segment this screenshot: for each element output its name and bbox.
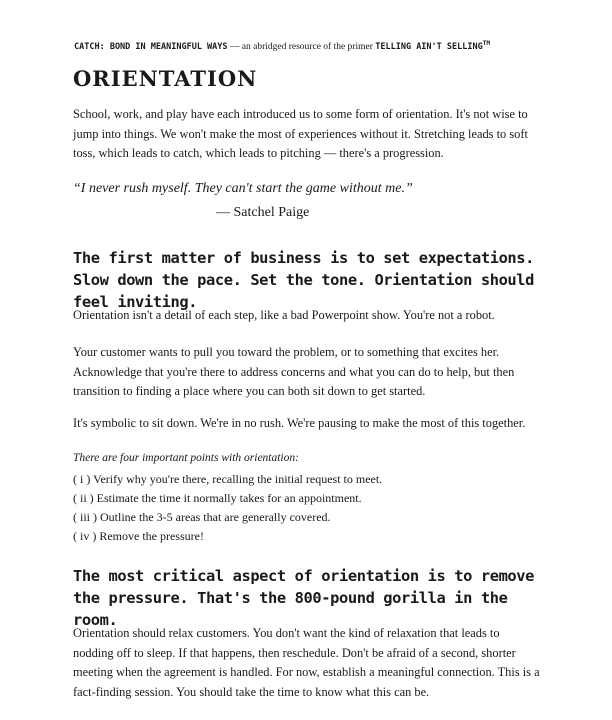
paragraph-not-robot: Orientation isn't a detail of each step, like a bad Powerpoint show. You're not a robot. — [73, 308, 495, 322]
header-primer-title: TELLING AIN'T SELLING — [375, 42, 483, 53]
paragraph-sit-down: It's symbolic to sit down. We're in no rush. We're pausing to make the most of this together. — [73, 416, 526, 430]
list-item: ( i ) Verify why you're there, recalling the initial request to meet. — [73, 472, 383, 486]
running-header — [74, 40, 490, 52]
intro-paragraph: School, work, and play have each introduced us to some form of orientation. It's not wise to jump into things. We won't make the most of experiences without it. Stretching leads to soft toss, which leads to catch, which leads to pitching — there's a progression. — [73, 107, 528, 161]
subheading-pressure: The most critical aspect of orientation is to remove the pressure. That's the 800-pound gorilla in the room. — [73, 567, 535, 629]
list-item: ( iii ) Outline the 3-5 areas that are generally covered. — [73, 510, 331, 524]
paragraph-customer: Your customer wants to pull you toward the problem, or to something that excites her. Acknowledge that you're there to address concerns and what you can do to help, but then transition to finding a place where you can both sit down to get started. — [73, 345, 515, 399]
quote-attribution: — Satchel Paige — [216, 205, 310, 220]
subheading-expectations: The first matter of business is to set expectations. Slow down the pace. Set the tone. Orientation should feel inviting. — [73, 249, 535, 311]
list-item: ( iv ) Remove the pressure! — [73, 529, 204, 543]
page-title: ORIENTATION — [73, 66, 258, 91]
header-book-title: CATCH: BOND IN MEANINGFUL WAYS — [74, 42, 228, 53]
list-intro: There are four important points with orientation: — [73, 452, 299, 464]
quote-text: “I never rush myself. They can't start the game without me.” — [73, 181, 413, 196]
trademark-mark: TM — [482, 40, 490, 47]
paragraph-relax: Orientation should relax customers. You don't want the kind of relaxation that leads to nodding off to sleep. If that happens, then reschedule. Don't be afraid of a second, shorter meeting when the agreement is handled. For now, establish a meaningful connection. This is a fact-finding session. You should take the time to know what this can be. — [73, 626, 540, 700]
header-description: — an abridged resource of the primer — [227, 42, 376, 53]
points-list — [73, 470, 382, 546]
list-item: ( ii ) Estimate the time it normally takes for an appointment. — [73, 491, 362, 505]
